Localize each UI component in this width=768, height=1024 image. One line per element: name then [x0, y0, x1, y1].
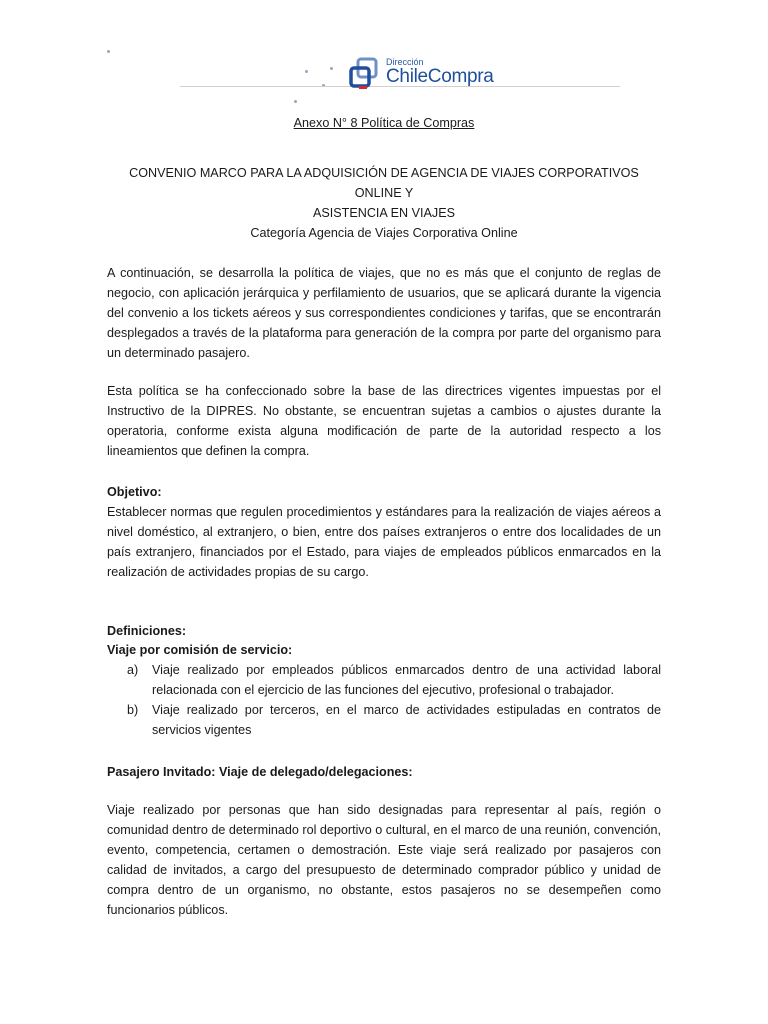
category-heading: Categoría Agencia de Viajes Corporativa Online: [250, 226, 518, 240]
logo-small-text: Dirección: [386, 57, 424, 67]
commission-label: Viaje por comisión de servicio:: [107, 643, 293, 657]
logo-brand-text: ChileCompra: [386, 66, 494, 87]
objective-paragraph: Establecer normas que regulen procedimientos y estándares para la realización de viajes aéreos a nivel doméstico, al extranjero, o bien, entre dos países extranjeros o entre dos localidades de un país extranjero, financiados por el Estado, para viajes de empleados públicos enmarcados en la realización de actividades propias de su cargo.: [107, 505, 661, 579]
decorative-dot: [330, 67, 333, 70]
list-item: [107, 660, 661, 700]
guest-passenger-paragraph: Viaje realizado por personas que han sido designadas para representar al país, región o comunidad dentro de determinado rol deportivo o cultural, en el marco de una reunión, convención, evento, competencia, certamen o demostración. Este viaje será realizado por pasajeros con calidad de invitados, a cargo del presupuesto de determinado comprador público y unidad de compra dentro de un organismo, no obstante, estos pasajeros no se desempeñen como funcionarios públicos.: [107, 803, 661, 917]
decorative-dot: [107, 50, 110, 53]
list-marker: a): [127, 663, 139, 677]
agreement-heading-line2: ASISTENCIA EN VIAJES: [312, 206, 456, 220]
guest-passenger-label: Pasajero Invitado: Viaje de delegado/delegaciones:: [107, 765, 413, 779]
chilecompra-logo: [346, 54, 506, 100]
document-title-text: Anexo N° 8 Política de Compras: [293, 116, 475, 130]
policy-paragraph: Esta política se ha confeccionado sobre la base de las directrices vigentes impuestas por el Instructivo de la DIPRES. No obstante, se encuentran sujetas a cambios o ajustes durante la operatoria, conforme exista alguna modificación de parte de la autoridad respecto a los lineamientos que definen la compra.: [107, 384, 661, 458]
list-item: [107, 700, 661, 740]
document-title: [120, 113, 648, 133]
definitions-label: Definiciones:: [107, 624, 187, 638]
decorative-dot: [294, 100, 297, 103]
agreement-heading-line1: CONVENIO MARCO PARA LA ADQUISICIÓN DE AGENCIA DE VIAJES CORPORATIVOS ONLINE Y: [129, 166, 639, 200]
list-item-text: Viaje realizado por empleados públicos enmarcados dentro de una actividad laboral relacionada con el ejercicio de las funciones del ejecutivo, profesional o trabajador.: [152, 663, 661, 697]
logo-mark-icon: [346, 56, 386, 96]
list-item-text: Viaje realizado por terceros, en el marco de actividades estipuladas en contratos de servicios vigentes: [152, 703, 661, 737]
list-marker: b): [127, 703, 139, 717]
decorative-dot: [305, 70, 308, 73]
agreement-heading: [110, 163, 658, 223]
commission-list: [107, 660, 661, 740]
intro-paragraph: A continuación, se desarrolla la política de viajes, que no es más que el conjunto de reglas de negocio, con aplicación jerárquica y perfilamiento de usuarios, que se aplicará durante la vigencia del convenio a los tickets aéreos y sus correspondientes condiciones y tarifas, que se encontrarán desplegados a través de la plataforma para generación de la compra por parte del organismo para un determinado pasajero.: [107, 266, 661, 360]
objective-label: Objetivo:: [107, 485, 162, 499]
